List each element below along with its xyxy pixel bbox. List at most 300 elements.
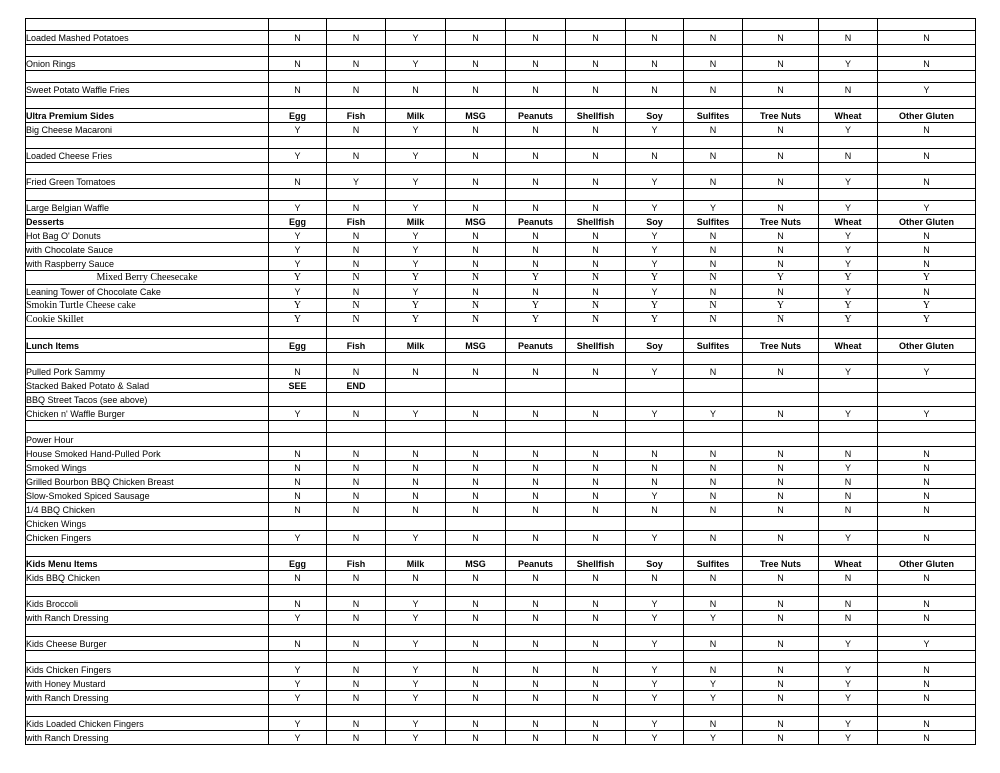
empty-cell — [626, 97, 684, 109]
empty-cell — [878, 71, 976, 83]
spacer-row — [26, 137, 976, 149]
allergen-value: Y — [626, 201, 684, 215]
item-label: BBQ Street Tacos (see above) — [26, 393, 269, 407]
allergen-value: Y — [626, 175, 684, 189]
allergen-value: N — [743, 731, 819, 745]
allergen-value: Y — [386, 407, 446, 421]
allergen-value: Y — [269, 663, 327, 677]
allergen-value: N — [566, 407, 626, 421]
allergen-value — [269, 433, 327, 447]
empty-cell — [506, 97, 566, 109]
empty-cell — [684, 327, 743, 339]
allergen-value — [878, 393, 976, 407]
allergen-value: Y — [684, 731, 743, 745]
item-label: Big Cheese Macaroni — [26, 123, 269, 137]
allergen-value: Y — [386, 611, 446, 625]
allergen-value: N — [878, 691, 976, 705]
allergen-value: N — [684, 489, 743, 503]
table-row — [26, 571, 976, 585]
allergen-value: N — [327, 461, 386, 475]
empty-cell — [743, 353, 819, 365]
empty-cell — [446, 421, 506, 433]
section-title: Kids Menu Items — [26, 557, 269, 571]
table-row — [26, 531, 976, 545]
empty-cell — [327, 353, 386, 365]
section-header-row — [26, 215, 976, 229]
empty-cell — [819, 585, 878, 597]
allergen-value: Y — [819, 243, 878, 257]
empty-cell — [446, 651, 506, 663]
allergen-value: N — [684, 57, 743, 71]
allergen-value — [566, 393, 626, 407]
allergen-value: N — [566, 531, 626, 545]
empty-cell — [626, 71, 684, 83]
allergen-value: N — [327, 229, 386, 243]
allergen-value: N — [566, 597, 626, 611]
allergen-value: N — [506, 257, 566, 271]
allergen-value: Y — [819, 313, 878, 327]
item-label: with Ranch Dressing — [26, 691, 269, 705]
empty-cell — [269, 97, 327, 109]
table-row — [26, 691, 976, 705]
allergen-value: N — [386, 83, 446, 97]
allergen-value: N — [878, 57, 976, 71]
empty-cell — [743, 137, 819, 149]
allergen-value: N — [566, 229, 626, 243]
allergen-value: N — [626, 83, 684, 97]
empty-cell — [446, 353, 506, 365]
allergen-value: Y — [269, 299, 327, 313]
allergen-value: Y — [626, 271, 684, 285]
allergen-value: N — [446, 285, 506, 299]
allergen-value: N — [269, 175, 327, 189]
allergen-value: Y — [386, 201, 446, 215]
column-header: Sulfites — [684, 557, 743, 571]
allergen-value: N — [327, 717, 386, 731]
allergen-value: N — [743, 717, 819, 731]
empty-cell — [626, 137, 684, 149]
empty-cell — [446, 545, 506, 557]
allergen-value: N — [743, 637, 819, 651]
allergen-value: Y — [626, 531, 684, 545]
item-label: with Ranch Dressing — [26, 731, 269, 745]
empty-cell — [386, 651, 446, 663]
allergen-value: N — [566, 691, 626, 705]
table-row — [26, 407, 976, 421]
allergen-value: N — [819, 611, 878, 625]
allergen-value: N — [446, 717, 506, 731]
allergen-value: Y — [819, 407, 878, 421]
table-row — [26, 517, 976, 531]
allergen-value — [743, 517, 819, 531]
allergen-value: Y — [819, 461, 878, 475]
table-row — [26, 271, 976, 285]
allergen-value — [446, 517, 506, 531]
empty-cell — [327, 71, 386, 83]
allergen-value: Y — [626, 299, 684, 313]
empty-cell — [566, 137, 626, 149]
empty-cell — [386, 421, 446, 433]
allergen-value: Y — [626, 365, 684, 379]
empty-cell — [743, 19, 819, 31]
allergen-value: N — [566, 611, 626, 625]
item-label: Mixed Berry Cheesecake — [26, 271, 269, 285]
allergen-value: N — [506, 461, 566, 475]
spacer-row — [26, 353, 976, 365]
allergen-value: N — [566, 31, 626, 45]
allergen-value: N — [386, 571, 446, 585]
empty-cell — [269, 353, 327, 365]
spacer-row — [26, 625, 976, 637]
allergen-value: N — [878, 461, 976, 475]
allergen-value: Y — [743, 271, 819, 285]
empty-cell — [566, 421, 626, 433]
allergen-value: N — [269, 475, 327, 489]
item-label: Chicken Fingers — [26, 531, 269, 545]
allergen-value — [506, 379, 566, 393]
allergen-value: N — [327, 365, 386, 379]
empty-cell — [506, 327, 566, 339]
allergen-value: N — [446, 611, 506, 625]
empty-cell — [819, 625, 878, 637]
allergen-value: N — [506, 447, 566, 461]
allergen-value — [684, 379, 743, 393]
allergen-value: N — [327, 503, 386, 517]
allergen-value: Y — [684, 691, 743, 705]
empty-cell — [819, 97, 878, 109]
item-label: Chicken n' Waffle Burger — [26, 407, 269, 421]
allergen-value: Y — [626, 677, 684, 691]
allergen-value: N — [878, 663, 976, 677]
allergen-value: N — [684, 285, 743, 299]
allergen-value: N — [446, 447, 506, 461]
allergen-value: Y — [386, 731, 446, 745]
column-header: Shellfish — [566, 109, 626, 123]
table-row — [26, 637, 976, 651]
column-header: Shellfish — [566, 339, 626, 353]
allergen-value — [386, 379, 446, 393]
spacer-row — [26, 585, 976, 597]
allergen-value: Y — [819, 677, 878, 691]
column-header: Sulfites — [684, 339, 743, 353]
empty-cell — [446, 705, 506, 717]
column-header: Sulfites — [684, 215, 743, 229]
empty-cell — [626, 545, 684, 557]
column-header: MSG — [446, 557, 506, 571]
allergen-value: N — [878, 31, 976, 45]
empty-cell — [566, 353, 626, 365]
empty-cell — [878, 97, 976, 109]
allergen-value: N — [684, 149, 743, 163]
allergen-value: Y — [743, 299, 819, 313]
empty-cell — [506, 625, 566, 637]
empty-cell — [269, 545, 327, 557]
allergen-value — [743, 379, 819, 393]
allergen-value — [878, 433, 976, 447]
column-header: Other Gluten — [878, 557, 976, 571]
empty-cell — [506, 189, 566, 201]
allergen-value: Y — [626, 313, 684, 327]
allergen-value: Y — [626, 717, 684, 731]
column-header: Soy — [626, 339, 684, 353]
empty-cell — [684, 137, 743, 149]
item-label: Kids BBQ Chicken — [26, 571, 269, 585]
allergen-value: Y — [684, 677, 743, 691]
table-row — [26, 299, 976, 313]
allergen-value — [743, 393, 819, 407]
empty-cell — [878, 189, 976, 201]
allergen-value: N — [684, 597, 743, 611]
empty-cell — [566, 585, 626, 597]
section-title: Desserts — [26, 215, 269, 229]
allergen-value: Y — [386, 271, 446, 285]
allergen-value: N — [269, 31, 327, 45]
section-title: Ultra Premium Sides — [26, 109, 269, 123]
item-label: with Ranch Dressing — [26, 611, 269, 625]
allergen-value: Y — [327, 175, 386, 189]
allergen-value: Y — [386, 663, 446, 677]
empty-cell — [506, 421, 566, 433]
allergen-value: N — [566, 257, 626, 271]
item-label: House Smoked Hand-Pulled Pork — [26, 447, 269, 461]
allergen-value: N — [819, 83, 878, 97]
allergen-value: N — [506, 663, 566, 677]
allergen-value: N — [327, 313, 386, 327]
empty-cell — [269, 327, 327, 339]
allergen-value: Y — [386, 299, 446, 313]
allergen-value: N — [566, 571, 626, 585]
allergen-value: Y — [626, 489, 684, 503]
allergen-value: Y — [878, 83, 976, 97]
empty-cell — [327, 97, 386, 109]
allergen-value: Y — [386, 257, 446, 271]
allergen-value — [446, 393, 506, 407]
allergen-value: N — [566, 313, 626, 327]
allergen-value: N — [327, 731, 386, 745]
spacer-row — [26, 163, 976, 175]
empty-cell — [26, 97, 269, 109]
allergen-value: N — [327, 407, 386, 421]
item-label: Hot Bag O' Donuts — [26, 229, 269, 243]
empty-cell — [327, 545, 386, 557]
allergen-value: N — [446, 637, 506, 651]
allergen-value: N — [743, 447, 819, 461]
allergen-value: Y — [626, 731, 684, 745]
empty-cell — [446, 45, 506, 57]
allergen-value: N — [566, 461, 626, 475]
table-row — [26, 677, 976, 691]
allergen-value: N — [506, 717, 566, 731]
allergen-value: N — [506, 677, 566, 691]
empty-cell — [446, 137, 506, 149]
allergen-value: Y — [626, 611, 684, 625]
allergen-value: N — [684, 717, 743, 731]
allergen-value — [684, 433, 743, 447]
allergen-value: Y — [819, 229, 878, 243]
empty-cell — [269, 421, 327, 433]
empty-cell — [626, 19, 684, 31]
table-row — [26, 475, 976, 489]
allergen-value: Y — [819, 285, 878, 299]
empty-cell — [26, 651, 269, 663]
table-row — [26, 393, 976, 407]
allergen-value: Y — [386, 597, 446, 611]
allergen-value: N — [386, 475, 446, 489]
empty-cell — [819, 545, 878, 557]
table-row — [26, 243, 976, 257]
allergen-value: N — [327, 447, 386, 461]
allergen-value: N — [878, 447, 976, 461]
allergen-value: N — [506, 611, 566, 625]
empty-cell — [684, 625, 743, 637]
empty-cell — [684, 585, 743, 597]
section-header-row — [26, 557, 976, 571]
column-header: Tree Nuts — [743, 557, 819, 571]
empty-cell — [269, 705, 327, 717]
allergen-value: N — [566, 717, 626, 731]
allergen-value: Y — [269, 407, 327, 421]
allergen-value: N — [626, 447, 684, 461]
empty-cell — [566, 97, 626, 109]
column-header: MSG — [446, 109, 506, 123]
empty-cell — [327, 137, 386, 149]
allergen-value: Y — [819, 175, 878, 189]
column-header: Peanuts — [506, 215, 566, 229]
empty-cell — [819, 353, 878, 365]
empty-cell — [684, 545, 743, 557]
allergen-value: N — [327, 271, 386, 285]
allergen-value: N — [743, 691, 819, 705]
allergen-value: N — [446, 257, 506, 271]
allergen-value: SEE — [269, 379, 327, 393]
allergen-value: N — [819, 503, 878, 517]
empty-cell — [506, 651, 566, 663]
empty-cell — [684, 71, 743, 83]
allergen-value: Y — [386, 531, 446, 545]
empty-cell — [446, 625, 506, 637]
item-label: Large Belgian Waffle — [26, 201, 269, 215]
allergen-value: N — [327, 123, 386, 137]
empty-cell — [386, 625, 446, 637]
allergen-value: Y — [819, 531, 878, 545]
allergen-value — [878, 517, 976, 531]
empty-cell — [684, 189, 743, 201]
item-label: Loaded Mashed Potatoes — [26, 31, 269, 45]
allergen-value: N — [626, 149, 684, 163]
empty-cell — [386, 189, 446, 201]
empty-cell — [743, 651, 819, 663]
allergen-value: N — [743, 243, 819, 257]
allergen-value: Y — [626, 663, 684, 677]
allergen-value — [327, 517, 386, 531]
empty-cell — [26, 625, 269, 637]
spacer-row — [26, 19, 976, 31]
allergen-value: N — [446, 503, 506, 517]
allergen-value: N — [327, 201, 386, 215]
allergen-value: N — [269, 57, 327, 71]
allergen-value: N — [327, 489, 386, 503]
allergen-value — [566, 517, 626, 531]
column-header: Tree Nuts — [743, 215, 819, 229]
allergen-value: Y — [878, 201, 976, 215]
table-row — [26, 489, 976, 503]
allergen-value: N — [566, 365, 626, 379]
empty-cell — [506, 19, 566, 31]
allergen-value: Y — [626, 123, 684, 137]
allergen-value — [626, 379, 684, 393]
empty-cell — [327, 163, 386, 175]
item-label: Smokin Turtle Cheese cake — [26, 299, 269, 313]
allergen-value: N — [446, 365, 506, 379]
table-row — [26, 717, 976, 731]
table-row — [26, 611, 976, 625]
empty-cell — [446, 327, 506, 339]
allergen-value: N — [506, 691, 566, 705]
allergen-value: N — [566, 243, 626, 257]
allergen-value — [269, 393, 327, 407]
allergen-value: N — [684, 461, 743, 475]
allergen-value — [684, 393, 743, 407]
allergen-value: Y — [626, 597, 684, 611]
allergen-value: N — [327, 31, 386, 45]
allergen-value: N — [626, 57, 684, 71]
empty-cell — [506, 585, 566, 597]
empty-cell — [386, 71, 446, 83]
allergen-value: N — [878, 677, 976, 691]
allergen-value: N — [506, 83, 566, 97]
allergen-value: N — [446, 31, 506, 45]
allergen-value: N — [743, 407, 819, 421]
allergen-value: N — [446, 299, 506, 313]
allergen-value: N — [506, 365, 566, 379]
allergen-value: N — [626, 461, 684, 475]
empty-cell — [506, 137, 566, 149]
allergen-value: N — [566, 285, 626, 299]
empty-cell — [506, 545, 566, 557]
empty-cell — [269, 651, 327, 663]
allergen-value — [269, 517, 327, 531]
allergen-value: N — [446, 57, 506, 71]
table-row — [26, 503, 976, 517]
allergen-value: Y — [684, 201, 743, 215]
allergen-value: N — [386, 503, 446, 517]
allergen-value: N — [327, 475, 386, 489]
allergen-value: N — [446, 571, 506, 585]
allergen-value — [386, 517, 446, 531]
empty-cell — [626, 327, 684, 339]
allergen-value: Y — [269, 677, 327, 691]
empty-cell — [26, 45, 269, 57]
empty-cell — [269, 137, 327, 149]
allergen-value — [446, 433, 506, 447]
empty-cell — [446, 97, 506, 109]
allergen-value: Y — [506, 299, 566, 313]
allergen-value: N — [878, 257, 976, 271]
allergen-value: N — [386, 489, 446, 503]
allergen-value — [626, 517, 684, 531]
allergen-value: Y — [819, 691, 878, 705]
item-label: Chicken Wings — [26, 517, 269, 531]
allergen-value — [386, 393, 446, 407]
allergen-value: N — [566, 503, 626, 517]
allergen-value: N — [269, 489, 327, 503]
allergen-value: Y — [269, 731, 327, 745]
empty-cell — [626, 45, 684, 57]
allergen-value: N — [566, 489, 626, 503]
allergen-value: N — [684, 475, 743, 489]
empty-cell — [269, 625, 327, 637]
allergen-value: N — [878, 123, 976, 137]
